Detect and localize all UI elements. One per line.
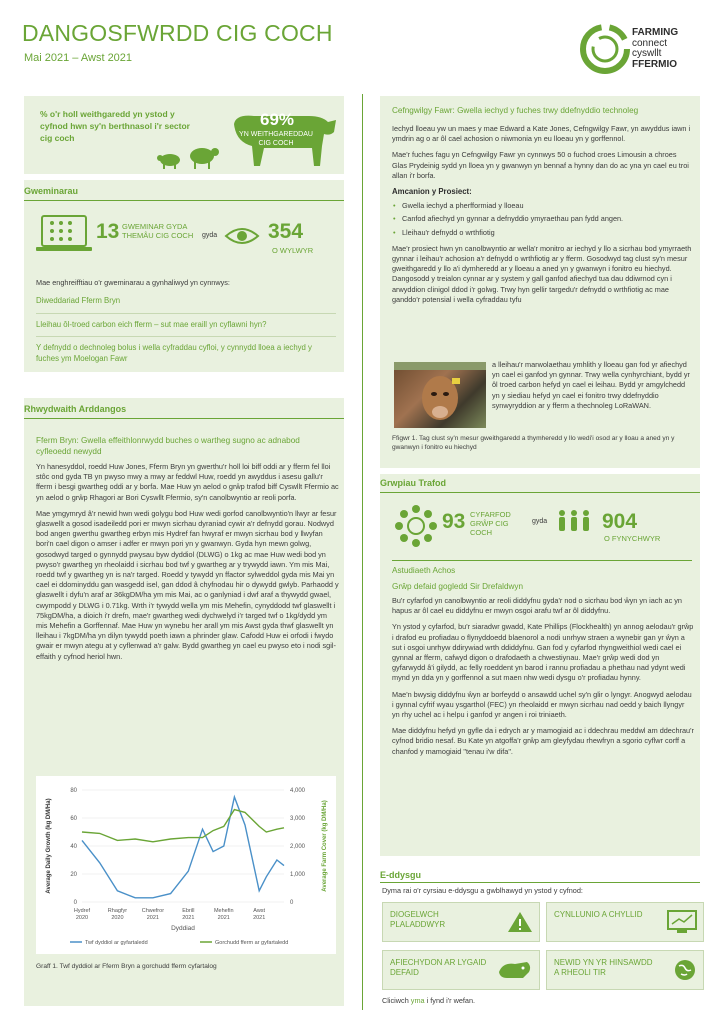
tech-aims-heading: Amcanion y Prosiect: xyxy=(392,187,472,197)
elearning-footer xyxy=(382,996,702,1006)
webinars-heading: Gweminarau xyxy=(24,186,79,196)
x-tick-label: Mehefin xyxy=(213,908,234,914)
livestock-icon xyxy=(156,140,228,170)
x-tick-label-year: 2021 xyxy=(253,915,266,921)
y2-tick-label: 2,000 xyxy=(290,844,306,850)
webinars-views-label: O WYLWYR xyxy=(272,246,314,255)
demo-panel xyxy=(24,398,344,1006)
tech-paragraph-1: Iechyd lloeau yw un maes y mae Edward a Kate Jones, Cefngwilgy Fawr, yn awyddus iawn i ymdrin ag o ar ôl cael achosion o niwmonia yn eu lloeau yn y gorffennol. xyxy=(392,124,691,144)
legend-label-1: Twf dyddiol ar gyfartaledd xyxy=(85,940,148,946)
tech-aim-3: • Lleihau'r defnydd o wrthfiotig xyxy=(392,228,692,238)
footer-link[interactable]: yma xyxy=(410,996,425,1005)
groups-paragraph-2: Yn ystod y cyfarfod, bu'r siaradwr gwadd, Kate Phillips (Flockhealth) yn annog aelodau'r grŵp i drafod eu profiadau o flynyddoedd blaenorol a nodi unrhyw straen a wynebir gan yr ŵyn a sut i osgoi unrhyw ddirywiad wrth ddiddyfnu. Gan fod y cyfarfod rhyngweithiol wedi cael ei gynnal ar fferm, cafwyd digon o drafodaeth a chwestiynau. Mae'r grŵp wedi dod yn gyfarwydd â'i gilydd, ac felly roeddent yn barod i rannu profiadau a phethau nad ydynt wedi mynd yn dda yn y gorffennol a sut maen nhw wedi dysgu o'r profiadau hynny. xyxy=(392,622,694,683)
course-planning-finance[interactable] xyxy=(546,902,704,942)
tech-subheading: Cefngwilgy Fawr: Gwella iechyd y fuches trwy ddefnyddio technoleg xyxy=(392,106,639,115)
webinars-list xyxy=(36,290,336,370)
intro-panel xyxy=(24,96,344,174)
demo-caption: Graff 1. Twf dyddiol ar Fferm Bryn a gorchudd fferm cyfartalog xyxy=(36,963,217,970)
laptop-audience-icon xyxy=(36,214,92,254)
tech-caption: Ffigwr 1. Tag clust sy'n mesur gweithgaredd a thymheredd y llo wedi'i osod ar y lloau a aned yn y gwanwyn i fonitro eu hiechyd xyxy=(392,435,675,451)
course-label-1: DIOGELWCH PLALADDWYR xyxy=(390,910,446,929)
webinars-views: 354 xyxy=(268,220,304,243)
course-label-3: AFIECHYDON AR LYGAID DEFAID xyxy=(390,958,487,977)
case-study-heading: Astudiaeth Achos xyxy=(392,566,456,575)
x-tick-label-year: 2021 xyxy=(217,915,230,921)
logo-line-3: cyswllt xyxy=(632,48,662,59)
x-tick-label-year: 2020 xyxy=(75,915,89,921)
y-axis-label: Average Daily Growth (kg DM/Ha) xyxy=(46,798,52,894)
groups-attendees: 904 xyxy=(602,510,638,533)
tech-aim-2: • Canfod afiechyd yn gynnar a defnyddio ymyraethau pan fydd angen. xyxy=(392,214,692,224)
logo-line-4: FFERMIO xyxy=(632,58,677,70)
footer-text-pre: Cliciwch xyxy=(382,996,409,1005)
growth-chart-box xyxy=(36,776,336,954)
globe-icon xyxy=(673,958,697,982)
webinars-with: gyda xyxy=(202,232,218,239)
groups-paragraph-3: Mae'n bwysig diddyfnu ŵyn ar borfeydd o ansawdd uchel sy'n glir o lyngyr. Anogwyd aelodau i gynnal cyfrif wyau ysgarthol (FEC) yn rheolaidd er mwyn sicrhau nad oedd y baich llyngyr yn rhy uchel ac i helpu i ganfod yr angen i roi triniaeth. xyxy=(392,689,692,720)
column-divider xyxy=(362,94,363,1010)
finance-screen-icon xyxy=(667,910,697,934)
groups-count-label: CYFARFOD GRŴP CIG COCH xyxy=(470,510,511,537)
y2-axis-label: Average Farm Cover (kg DM/Ha) xyxy=(322,800,328,892)
demo-heading: Rhwydwaith Arddangos xyxy=(24,404,127,414)
eye-icon xyxy=(224,226,260,246)
y-tick-label: 60 xyxy=(70,816,77,822)
groups-body xyxy=(392,596,694,763)
tech-aim-1: • Gwella iechyd a pherfformiad y lloeau xyxy=(392,201,692,211)
y-tick-label: 20 xyxy=(70,872,77,878)
demo-paragraph-1: Yn hanesyddol, roedd Huw Jones, Fferm Bryn yn gwerthu'r holl loi biff oddi ar y fferm fel lloi stôc ond gyda TB yn pwyso mwy a mwy ar feddwl Huw, roedd yn awyddus i asesu gallu'r fferm i besgi gwartheg oddi ar y borfa. Mae Huw yn aelod o grŵp trafod biff Cyswllt Ffermio ac yn aelod o grŵp Rhagori ar Bori Cyswllt Ffermio, sy'n canolbwyntio ar reoli porfa. xyxy=(36,462,339,502)
groups-count: 93 xyxy=(442,510,466,533)
series-line-2 xyxy=(82,810,284,842)
webinars-rule xyxy=(24,200,344,201)
webinars-intro: Mae enghreifftiau o'r gweminarau a gynhaliwyd yn cynnwys: xyxy=(36,278,230,287)
intro-percent: 69% xyxy=(260,110,295,129)
calf-image-icon xyxy=(394,362,486,428)
demo-paragraph-2: Mae ymgymryd â'r newid hwn wedi golygu bod Huw wedi gorfod canolbwyntio'n llwyr ar fesur glaswellt a gosod isadeiledd pori er mwyn sicrhau dyraniad cywir a'r defnydd gorau. Nodwyd bod angen gwerthu gwartheg erbyn mis Hydref fan hwyraf er mwyn sicrhau bod y llwyfan bori'n cael digon o amser i adfer er mwyn pori yn y gwanwyn. Gyda hyn mewn golwg, gosodwyd targed o gynnydd pwysau byw dyddiol (DLWG) o 1kg ac mae Huw wedi bod yn pwyso'r gwartheg yn rheolaidd i sicrhau bod twf y gwartheg ar y trywydd iawn. Ym mis Mai, roedd twf y gwartheg yn is na'r targed. Roedd y tywydd yn ffactor sylweddol gyda mis Mai yn cael ei ddominyddu gan wasgedd isel, gan ddod â chyfnodau hir o dywydd gwlyb. Parhaodd y glaswellt i dyfu'n araf ar 36kgDM/ha ym mis Mai, ac o ganlyniad i dwf araf a thywydd gwael, cwympodd y DLWG i 0.71kg. Wrth i'r tywydd wella ym mis Mehefin, cynyddodd twf glaswellt i 75kgDM/ha, a dioich i'r drefn, mae'r gwartheg wedi dychwelyd i'r targed twf o 1kg/dydd ym mis Mehefin a Gorffennaf. Mae Huw yn wynebu her arall ym mis Awst gyda thwf glaswellt yn lleihau i 7kgDM/ha yn dilyn tywydd poeth iawn a phrinder glaw. Cafodd Huw ei orfodi i fwydo gwair er mwyn ategu at y cyflenwad a'r galw. Bydd gwartheg yn cael eu pwyso eto i nodi sgil-effaith y cyfnod heriol hwn. xyxy=(36,508,339,661)
groups-with: gyda xyxy=(532,518,548,525)
tech-panel xyxy=(380,96,700,468)
discussion-circle-icon xyxy=(394,504,438,548)
calf-photo xyxy=(394,362,486,428)
demo-body xyxy=(36,462,340,668)
x-tick-label: Hydref xyxy=(73,908,91,914)
demo-subheading: Fferm Bryn: Gwella effeithlonrwydd buches o wartheg sugno ac adnabod cyfleoedd newydd xyxy=(36,436,300,456)
course-climate-change[interactable] xyxy=(546,950,704,990)
tech-body xyxy=(392,124,692,311)
case-study-subheading: Grŵp defaid gogledd Sir Drefaldwyn xyxy=(392,582,524,591)
tech-paragraph-4: a lleihau'r marwolaethau ymhlith y lloeau gan fod yr afiechyd yn cael ei ganfod yn gynnar. Trwy wella cynhyrchiant, bydd yr ôl troed carbon hefyd yn cael ei leihau. Bydd yr amgylchedd yn y siediau hefyd yn cael ei fonitro trwy ddefnyddio synwyryddion ar y fferm a thechnoleg LoRaWAN. xyxy=(492,360,690,410)
course-label-4: NEWID YN YR HINSAWDD A RHEOLI TIR xyxy=(554,958,653,977)
y-tick-label: 40 xyxy=(70,844,77,850)
page-subtitle: Mai 2021 – Awst 2021 xyxy=(24,52,133,64)
x-tick-label-year: 2021 xyxy=(146,915,160,921)
x-tick-label: Ebrill xyxy=(182,908,195,914)
y-tick-label: 80 xyxy=(70,788,77,794)
course-sheep-eye-disease[interactable] xyxy=(382,950,540,990)
y2-tick-label: 1,000 xyxy=(290,872,306,878)
webinars-count: 13 xyxy=(96,220,120,243)
elearning-section xyxy=(380,862,700,1012)
tech-paragraph-2: Mae'r fuches fagu yn Cefngwilgy Fawr yn cynnwys 50 o fuchod croes Limousin a chroes Glas Prydeinig sydd yn lloea yn y gwanwyn yn bennaf a hynny dan do ac yna yn cael eu troi allan i'r borfa. xyxy=(392,150,689,180)
groups-panel xyxy=(380,474,700,856)
x-axis-label: Dyddiad xyxy=(171,925,195,932)
sheep-head-icon xyxy=(497,958,533,982)
groups-paragraph-4: Mae diddyfnu hefyd yn gyfle da i edrych ar y mamogiaid ac i ddechrau meddwl am ddechrau'r cyfnod bridio nesaf. Bu Kate yn atgoffa'r grŵp am gleyfydau rhewfryn a sgorio cyflwr corff a chanfod y mamogiaid "tenau i'w difa". xyxy=(392,726,694,756)
webinars-panel xyxy=(24,180,344,372)
webinar-link-3[interactable]: Y defnydd o dechnoleg bolus i wella cyfraddau cyfloi, y cynnydd lloea a iechyd y fuches ym Moelogan Fawr xyxy=(36,343,312,363)
tech-paragraph-3: Mae'r prosiect hwn yn canolbwyntio ar wella'r monitro ar iechyd y llo a sicrhau bod ymyrraeth gynnar i leihau'r achosion a'r defnydd o wrthfiotig ar y fferm. Gosodwyd tag clust sy'n mesur gweithgaredd y llo a'i dymheredd ar y lloeau a aned yn y gwanwyn i fonitro eu hiechyd. Dangosodd y treialon cynnar ar y system y gall ganfod afiechyd tua dau ddiwrnod cyn i arwyddion clinigol ddod i'r golwg. Trwy hyn gellir targedu'r defnydd o wrthfiotig ac mae ganddo'r potensial i wella cyfraddau tyfu xyxy=(392,243,692,304)
series-line-1 xyxy=(82,797,284,898)
page-title: DANGOSFWRDD CIG COCH xyxy=(22,20,333,46)
x-tick-label: Chwefror xyxy=(141,908,165,914)
groups-inner-rule xyxy=(392,560,692,561)
growth-chart xyxy=(36,776,336,954)
course-label-2: CYNLLUNIO A CHYLLID xyxy=(554,910,643,919)
x-tick-label-year: 2021 xyxy=(182,915,195,921)
y2-tick-label: 3,000 xyxy=(290,816,306,822)
logo-circle-icon xyxy=(580,24,630,74)
elearning-rule xyxy=(380,882,700,883)
groups-heading: Grwpiau Trafod xyxy=(380,478,447,488)
groups-paragraph-1: Bu'r cyfarfod yn canolbwyntio ar reoli diddyfnu gyda'r nod o sicrhau bod ŵyn yn iach ac yn hapus ar ôl cael eu diddyfnu er mwyn osgoi arafu twf ar ôl diddyfnu. xyxy=(392,596,682,616)
y2-tick-label: 4,000 xyxy=(290,788,306,794)
x-tick-label: Rhagfyr xyxy=(107,908,128,914)
elearning-intro: Dyma rai o'r cyrsiau e-ddysgu a gwblhawyd yn ystod y cyfnod: xyxy=(382,886,583,895)
intro-text: % o'r holl weithgaredd yn ystod y cyfnod hwn sy'n berthnasol i'r sector cig coch xyxy=(40,109,190,143)
x-tick-label: Awst xyxy=(253,908,266,914)
webinar-link-1[interactable]: Diweddariad Fferm Bryn xyxy=(36,290,336,314)
intro-percent-label: YN WEITHGAREDDAU CIG COCH xyxy=(239,131,313,147)
farming-connect-logo xyxy=(580,24,705,78)
webinar-link-2[interactable]: Lleihau ôl-troed carbon eich fferm – sut mae eraill yn cyflawni hyn? xyxy=(36,314,336,338)
webinars-count-label: GWEMINAR GYDA THEMÂU CIG COCH xyxy=(122,222,194,240)
legend-label-2: Gorchudd fferm ar gyfartaledd xyxy=(215,940,289,946)
footer-text-post: i fynd i'r wefan. xyxy=(426,996,476,1005)
course-pesticide-safety[interactable] xyxy=(382,902,540,942)
logo-line-1: FARMING xyxy=(632,27,679,38)
y-tick-label: 0 xyxy=(73,900,77,906)
groups-rule xyxy=(380,492,700,493)
y2-tick-label: 0 xyxy=(290,900,294,906)
groups-attendees-label: O FYNYCHWYR xyxy=(604,534,661,543)
hazard-icon xyxy=(507,910,533,934)
demo-rule xyxy=(24,418,344,419)
x-tick-label-year: 2020 xyxy=(111,915,124,921)
people-icon xyxy=(556,508,600,536)
logo-line-2: connect xyxy=(632,37,668,49)
elearning-heading: E-ddysgu xyxy=(380,870,422,880)
